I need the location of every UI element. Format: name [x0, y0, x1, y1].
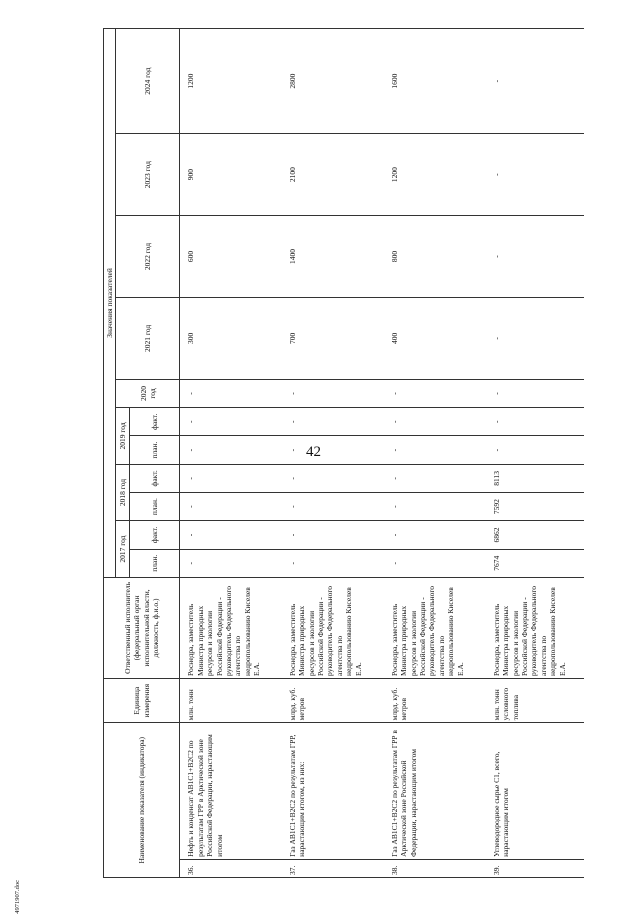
indicator-name: Газ АВ1С1+В2С2 по результатам ГРР в Арктической зоне Российской Федерации, нарастающим итогом [384, 723, 486, 859]
table-row [180, 29, 282, 878]
value-2017-fact: - [180, 521, 282, 549]
header-2019: 2019 год [116, 408, 130, 465]
value-2017-fact: 6862 [486, 521, 584, 549]
value-2021: 300 [180, 297, 282, 379]
row-number: 37. [282, 859, 384, 877]
table-row [486, 29, 584, 878]
value-2024: 2800 [282, 29, 384, 134]
value-2018-plan: - [384, 493, 486, 521]
indicator-name: Нефть и конденсат АВ1С1+В2С2 по результатам ГРР в Арктической зоне Российской Федерации, нарастающим итогом [180, 723, 282, 859]
value-2024: 1200 [180, 29, 282, 134]
value-2023: - [486, 134, 584, 216]
value-2020: - [486, 379, 584, 407]
value-2019-fact: - [180, 408, 282, 436]
header-2020: 2020 год [116, 379, 180, 407]
value-2023: 2100 [282, 134, 384, 216]
value-2019-plan: - [486, 436, 584, 464]
value-2018-fact: 8113 [486, 464, 584, 492]
value-2019-plan: - [282, 436, 384, 464]
responsible: Роснедра, заместитель Министра природных ресурсов и экологии Российской Федерации - руководитель Федерального агентства по недропользованию Киселев Е.А. [282, 577, 384, 678]
value-2024: - [486, 29, 584, 134]
responsible: Роснедра, заместитель Министра природных ресурсов и экологии Российской Федерации - руководитель Федерального агентства по недропользованию Киселев Е.А. [486, 577, 584, 678]
unit: млрд. куб. метров [282, 678, 384, 722]
value-2020: - [180, 379, 282, 407]
header-values: Значения показателей [104, 29, 116, 578]
value-2022: - [486, 216, 584, 298]
value-2017-plan: - [282, 549, 384, 577]
value-2018-fact: - [384, 464, 486, 492]
header-fact: факт. [130, 464, 180, 492]
unit: млрд. куб. метров [384, 678, 486, 722]
indicator-name: Углеводородное сырье С1, всего, нарастающим итогом [486, 723, 584, 859]
value-2019-plan: - [384, 436, 486, 464]
header-plan: план. [130, 549, 180, 577]
header-plan: план. [130, 493, 180, 521]
header-2022: 2022 год [116, 216, 180, 298]
table-row [282, 29, 384, 878]
value-2021: 400 [384, 297, 486, 379]
table-row [384, 29, 486, 878]
value-2021: 700 [282, 297, 384, 379]
header-plan: план. [130, 436, 180, 464]
document-id: 4971907.doc [14, 880, 21, 914]
value-2017-fact: - [282, 521, 384, 549]
page-number: 42 [306, 444, 321, 460]
value-2018-fact: - [282, 464, 384, 492]
value-2018-fact: - [180, 464, 282, 492]
indicators-table [103, 28, 584, 878]
value-2018-plan: - [180, 493, 282, 521]
responsible: Роснедра, заместитель Министра природных ресурсов и экологии Российской Федерации - руководитель Федерального агентства по недропользованию Киселев Е.А. [384, 577, 486, 678]
header-2023: 2023 год [116, 134, 180, 216]
value-2017-plan: - [384, 549, 486, 577]
header-2018: 2018 год [116, 464, 130, 521]
header-responsible: Ответственный исполнитель (федеральный орган исполнительной власти, должность, ф.и.о.) [104, 577, 180, 678]
value-2020: - [282, 379, 384, 407]
header-2021: 2021 год [116, 297, 180, 379]
indicators-table-sheet [103, 28, 598, 878]
header-unit: Единица измерения [104, 678, 180, 722]
value-2019-fact: - [282, 408, 384, 436]
header-2024: 2024 год [116, 29, 180, 134]
header-name: Наименование показателя (индикатора) [104, 723, 180, 878]
value-2019-fact: - [384, 408, 486, 436]
unit: млн. тонн условного топлива [486, 678, 584, 722]
value-2018-plan: - [282, 493, 384, 521]
header-fact: факт. [130, 521, 180, 549]
value-2024: 1600 [384, 29, 486, 134]
value-2022: 600 [180, 216, 282, 298]
value-2022: 1400 [282, 216, 384, 298]
value-2017-plan: 7674 [486, 549, 584, 577]
value-2018-plan: 7592 [486, 493, 584, 521]
header-fact: факт. [130, 408, 180, 436]
value-2023: 900 [180, 134, 282, 216]
indicator-name: Газ АВ1С1+В2С2 по результатам ГРР, нарастающим итогом, из них: [282, 723, 384, 859]
value-2020: - [384, 379, 486, 407]
value-2017-fact: - [384, 521, 486, 549]
header-2017: 2017 год [116, 521, 130, 578]
row-number: 39. [486, 859, 584, 877]
value-2017-plan: - [180, 549, 282, 577]
value-2019-fact: - [486, 408, 584, 436]
value-2019-plan: - [180, 436, 282, 464]
value-2021: - [486, 297, 584, 379]
row-number: 38. [384, 859, 486, 877]
unit: млн. тонн [180, 678, 282, 722]
value-2022: 800 [384, 216, 486, 298]
responsible: Роснедра, заместитель Министра природных ресурсов и экологии Российской Федерации - руководитель Федерального агентства по недропользованию Киселев Е.А. [180, 577, 282, 678]
row-number: 36. [180, 859, 282, 877]
value-2023: 1200 [384, 134, 486, 216]
